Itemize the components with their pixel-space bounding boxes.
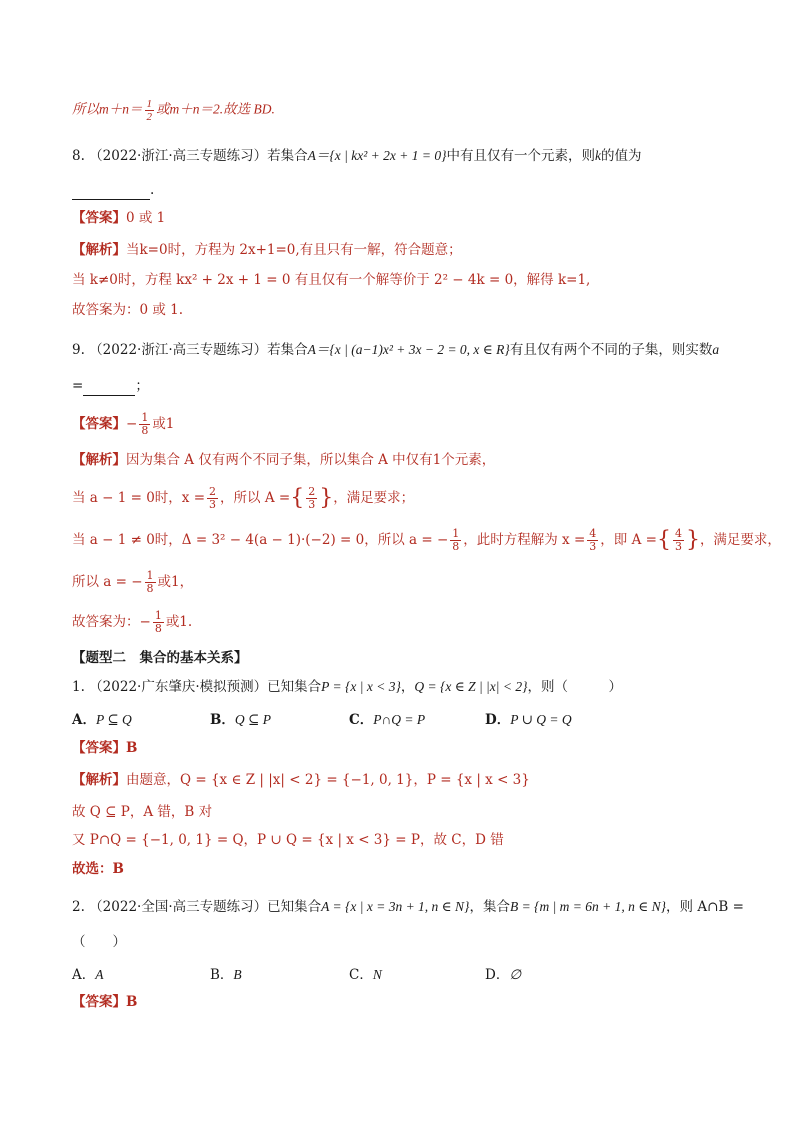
p2-set-b: B = {m | m = 6n + 1, n ∈ N} — [509, 899, 667, 914]
q9-set: A＝{x | (a−1)x² + 3x − 2 = 0, x ∈ R} — [307, 342, 510, 357]
p1-options — [72, 710, 754, 730]
q8-set: A＝{x | kx² + 2x + 1 = 0} — [307, 148, 447, 163]
q9-answer: 【答案】− $\frac{1}{8}$ 或1 — [72, 411, 175, 437]
analysis-tag: 【解析】 — [72, 772, 126, 788]
p1-stem: 1. （2022·广东肇庆·模拟预测）已知集合P = {x | x < 3}，Q = {x ∈ Z | |x| < 2}，则（ ） — [72, 679, 622, 695]
q8-blank-line: . — [72, 180, 754, 200]
prev-or: 或 — [156, 101, 170, 117]
prev-conclusion — [72, 98, 754, 123]
q8-analysis-3: 故答案为：0 或 1. — [72, 302, 184, 318]
prev-fraction: $\frac{1}{2}$ — [146, 98, 152, 123]
p2-set-a: A = {x | x = 3n + 1, n ∈ N} — [321, 899, 470, 914]
q8-answer-value: 0 或 1 — [126, 210, 166, 226]
p1-answer — [72, 738, 754, 758]
prev-choice: 故选 BD. — [223, 101, 275, 117]
p2-option-c[interactable]: C．N — [349, 967, 382, 983]
p2-options — [72, 965, 754, 985]
p1-answer-value: B — [126, 740, 138, 756]
p1-option-b[interactable]: B．Q ⊆ P — [210, 712, 271, 728]
p2-answer-value: B — [126, 994, 138, 1010]
q9-analysis-5: 故答案为：− $\frac{1}{8}$ 或1. — [72, 609, 193, 635]
prev-eq1: m＋n＝ — [99, 101, 143, 117]
answer-tag: 【答案】 — [72, 416, 126, 432]
q9-blank-line: = ； — [72, 378, 149, 394]
prev-eq2: m＋n＝2. — [169, 101, 224, 117]
q8-answer — [72, 208, 754, 228]
q8-analysis-1: 【解析】当k=0时，方程为 2x+1=0,有且只有一解，符合题意； — [72, 242, 462, 258]
q8-analysis-2: 当 k≠0时，方程 kx² + 2x + 1 = 0 有且仅有一个解等价于 2² − 4k = 0，解得 k=1, — [72, 272, 591, 288]
section-heading: 【题型二 集合的基本关系】 — [72, 650, 248, 666]
answer-tag: 【答案】 — [72, 210, 126, 226]
p1-option-c[interactable]: C．P∩Q = P — [349, 712, 426, 728]
analysis-tag: 【解析】 — [72, 452, 126, 468]
q9-answer-blank[interactable] — [83, 381, 135, 396]
answer-tag: 【答案】 — [72, 740, 126, 756]
p2-answer — [72, 992, 754, 1012]
p1-analysis-2: 故 Q ⊆ P，A 错，B 对 — [72, 804, 213, 820]
q8-stem: 8. （2022·浙江·高三专题练习）若集合A＝{x | kx² + 2x + 1 = 0}中有且仅有一个元素，则k的值为 — [72, 148, 642, 164]
p2-option-b[interactable]: B．B — [210, 967, 242, 983]
analysis-tag: 【解析】 — [72, 242, 126, 258]
prev-text: 所以 — [72, 101, 99, 117]
p1-set-p: P = {x | x < 3} — [321, 679, 401, 694]
q9-analysis-3: 当 a − 1 ≠ 0时，Δ = 3² − 4(a − 1)·(−2) = 0，所以 a = − $\frac{1}{8}$ ，此时方程解为 x = $\frac{4}{3}$ ，即 A ={ $\frac{4}{3}$ }，满足要求， — [72, 527, 781, 553]
q9-answer-fraction: $\frac{1}{8}$ — [141, 411, 149, 437]
q9-stem: 9. （2022·浙江·高三专题练习）若集合A＝{x | (a−1)x² + 3x − 2 = 0, x ∈ R}有且仅有两个不同的子集，则实数a — [72, 342, 720, 358]
p2-option-a[interactable]: A．A — [72, 967, 104, 983]
p1-analysis-3: 又 P∩Q = {−1, 0, 1} = Q，P ∪ Q = {x | x < 3} = P，故 C，D 错 — [72, 832, 504, 848]
p1-option-d[interactable]: D．P ∪ Q = Q — [485, 712, 572, 728]
p1-set-q: Q = {x ∈ Z | |x| < 2} — [414, 679, 528, 694]
q9-analysis-1: 【解析】因为集合 A 仅有两个不同子集，所以集合 A 中仅有1个元素， — [72, 452, 496, 468]
q9-analysis-2: 当 a − 1 = 0时，x = $\frac{2}{3}$ ，所以 A ={ $\frac{2}{3}$ }，满足要求； — [72, 485, 415, 511]
q8-answer-blank[interactable] — [72, 185, 150, 200]
p2-option-d[interactable]: D．∅ — [485, 967, 522, 983]
p2-stem: 2. （2022·全国·高三专题练习）已知集合A = {x | x = 3n + 1, n ∈ N}，集合B = {m | m = 6n + 1, n ∈ N}，则 A∩B = — [72, 899, 744, 915]
q9-analysis-4: 所以 a = − $\frac{1}{8}$ 或1， — [72, 569, 194, 595]
answer-tag: 【答案】 — [72, 994, 126, 1010]
p2-paren: （ ） — [72, 934, 126, 950]
p1-option-a[interactable]: A．P ⊆ Q — [72, 712, 132, 728]
p1-analysis-4: 故选：B — [72, 861, 124, 877]
p1-analysis-1: 【解析】由题意，Q = {x ∈ Z | |x| < 2} = {−1, 0, 1}，P = {x | x < 3} — [72, 772, 530, 788]
